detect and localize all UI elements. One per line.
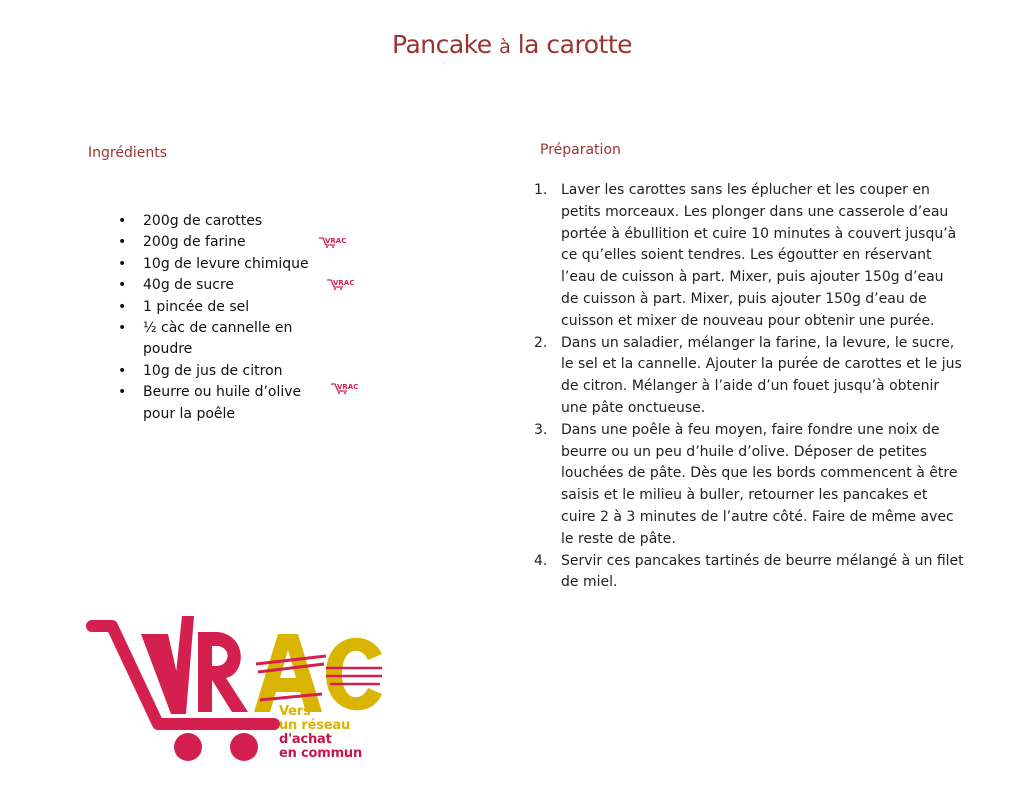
logo-tagline-line: d'achat (279, 732, 332, 747)
ingredient-item: • 10g de jus de citron (118, 361, 313, 382)
ingredient-item: • Beurre ou huile d’olive pour la poêle (118, 382, 313, 425)
ingredients-list (118, 211, 313, 425)
step-number: 1. (534, 182, 548, 198)
vrac-mini-logo-icon (330, 382, 359, 394)
step-text: Laver les carottes sans les éplucher et les couper en petits morceaux. Les plonger dans une casserole d’eau portée à ébullition et cuire 10 minutes à couvert jusqu’à ce qu’elles soient tendres. Les égoutter en réservant l’eau de cuisson à part. Mixer, puis ajouter 150g d’eau de cuisson à part. Mixer, puis ajouter 150g d’eau de cuisson et mixer de nouveau pour obtenir une purée. (561, 182, 957, 329)
step-number: 3. (534, 421, 548, 438)
ingredient-item: • 1 pincée de sel (118, 297, 313, 318)
preparation-steps (534, 180, 964, 594)
preparation-step (534, 420, 964, 551)
logo-tagline-line: Vers (279, 704, 311, 719)
vrac-mini-logo-icon (326, 278, 355, 290)
svg-text:VRAC: VRAC (325, 237, 347, 245)
preparation-step (534, 180, 964, 333)
title-part: Pancake (392, 30, 500, 59)
logo-tagline-line: en commun (279, 746, 363, 761)
ingredient-item: • 200g de farine (118, 232, 313, 253)
step-text: Servir ces pancakes tartinés de beurre mélangé à un filet de miel. (561, 552, 964, 591)
step-text: Dans un saladier, mélanger la farine, la levure, le sucre, le sel et la cannelle. Ajouter la purée de carottes et le jus de citron. Mélanger à l’aide d’un fouet jusqu’à obtenir une pâte onctueuse. (561, 334, 962, 416)
ingredient-item: • 40g de sucre (118, 275, 313, 296)
ingredient-item: • 200g de carottes (118, 211, 313, 232)
title-part-small: à (499, 36, 511, 58)
step-number: 2. (534, 334, 548, 351)
preparation-step (534, 333, 964, 420)
svg-text:VRAC: VRAC (333, 279, 355, 287)
preparation-heading: Préparation (540, 142, 621, 158)
ingredient-item: • 10g de levure chimique (118, 254, 313, 275)
step-text: Dans une poêle à feu moyen, faire fondre une noix de beurre ou un peu d’huile d’olive. Déposer de petites louchées de pâte. Dès que les bords commencent à être saisis et le milieu à buller, retourner les pancakes et cuire 2 à 3 minutes de l’autre côté. Faire de même avec le reste de pâte. (561, 421, 958, 547)
title-part: la carotte (510, 30, 632, 59)
ingredient-item: • ½ càc de cannelle en poudre (118, 318, 313, 361)
vrac-mini-logo-icon (318, 236, 347, 248)
vrac-logo (86, 604, 386, 768)
page-title (0, 30, 1024, 59)
step-number: 4. (534, 552, 548, 569)
svg-text:VRAC: VRAC (337, 383, 359, 391)
logo-tagline-line: un réseau (279, 718, 351, 733)
ingredients-heading: Ingrédients (88, 145, 167, 161)
preparation-step (534, 551, 964, 595)
